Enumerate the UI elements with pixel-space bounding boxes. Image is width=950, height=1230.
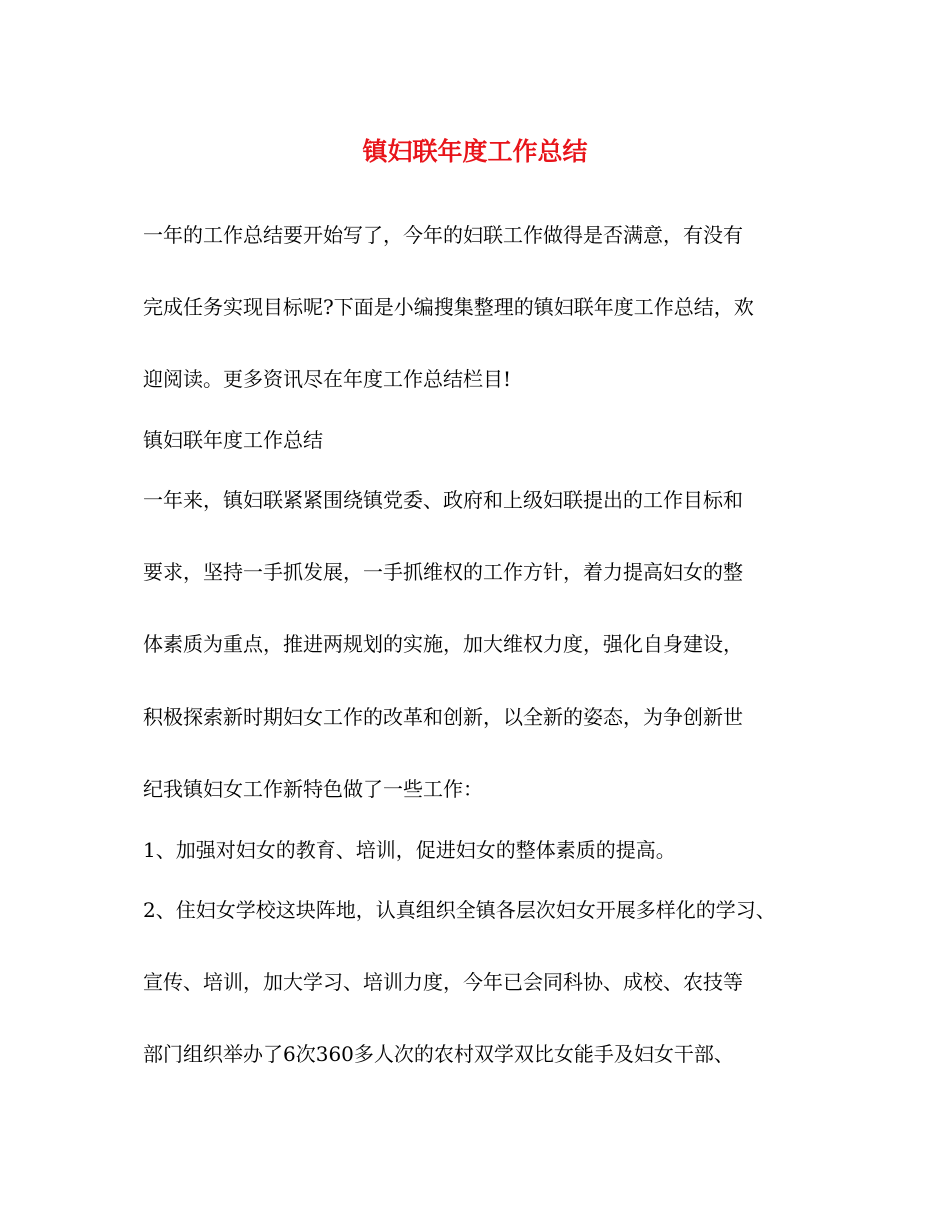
body-line: 纪我镇妇女工作新特色做了一些工作：	[143, 777, 483, 801]
list-item: 2、住妇女学校这块阵地，认真组织全镇各层次妇女开展多样化的学习、	[143, 898, 776, 922]
list-item: 1、加强对妇女的教育、培训，促进妇女的整体素质的提高。	[143, 838, 676, 862]
document-title: 镇妇联年度工作总结	[362, 137, 588, 166]
body-line: 体素质为重点，推进两规划的实施，加大维权力度，强化自身建设，	[143, 632, 743, 656]
body-line: 部门组织举办了6次360多人次的农村双学双比女能手及妇女干部、	[143, 1042, 734, 1066]
body-line: 积极探索新时期妇女工作的改革和创新，以全新的姿态，为争创新世	[143, 705, 743, 729]
body-line: 完成任务实现目标呢?下面是小编搜集整理的镇妇联年度工作总结，欢	[143, 295, 754, 319]
body-line: 迎阅读。更多资讯尽在年度工作总结栏目!	[143, 367, 512, 391]
body-line: 要求，坚持一手抓发展，一手抓维权的工作方针，着力提高妇女的整	[143, 560, 743, 584]
body-line: 一年的工作总结要开始写了，今年的妇联工作做得是否满意，有没有	[143, 223, 743, 247]
body-line: 一年来，镇妇联紧紧围绕镇党委、政府和上级妇联提出的工作目标和	[143, 488, 743, 512]
body-line: 宣传、培训，加大学习、培训力度，今年已会同科协、成校、农技等	[143, 970, 743, 994]
section-heading: 镇妇联年度工作总结	[143, 428, 323, 452]
